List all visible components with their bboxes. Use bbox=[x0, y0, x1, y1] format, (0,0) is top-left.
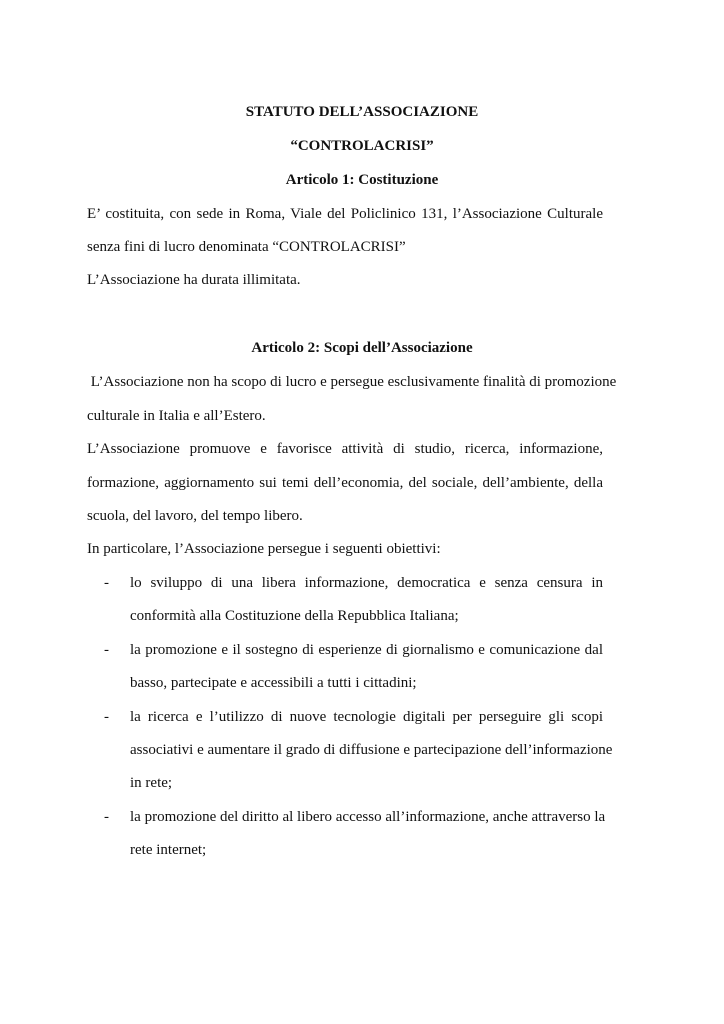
bullet-1-line-2: conformità alla Costituzione della Repubblica Italiana; bbox=[130, 608, 459, 624]
bullet-marker: - bbox=[104, 642, 109, 658]
document-title: STATUTO DELL’ASSOCIAZIONE bbox=[245, 104, 479, 120]
bullet-3-line-3: in rete; bbox=[130, 775, 173, 791]
bullet-3-line-1: la ricerca e l’utilizzo di nuove tecnologie digitali per perseguire gli scopi bbox=[130, 709, 603, 725]
document-subtitle: “CONTROLACRISI” bbox=[290, 138, 434, 154]
article-2-line-4: formazione, aggiornamento sui temi dell’economia, del sociale, dell’ambiente, della bbox=[87, 475, 603, 491]
article-2-line-2: culturale in Italia e all’Estero. bbox=[87, 408, 266, 424]
bullet-marker: - bbox=[104, 809, 109, 825]
article-2-heading: Articolo 2: Scopi dell’Associazione bbox=[251, 340, 473, 356]
article-1-line-3: L’Associazione ha durata illimitata. bbox=[87, 272, 301, 288]
bullet-4-line-2: rete internet; bbox=[130, 842, 207, 858]
article-2-line-6: In particolare, l’Associazione persegue i seguenti obiettivi: bbox=[87, 541, 441, 557]
bullet-2-line-1: la promozione e il sostegno di esperienze di giornalismo e comunicazione dal bbox=[130, 642, 603, 658]
bullet-3-line-2: associativi e aumentare il grado di diffusione e partecipazione dell’informazione bbox=[130, 742, 613, 758]
bullet-2-line-2: basso, partecipate e accessibili a tutti i cittadini; bbox=[130, 675, 417, 691]
article-2-line-1: L’Associazione non ha scopo di lucro e persegue esclusivamente finalità di promozione bbox=[87, 374, 617, 390]
article-1-line-2: senza fini di lucro denominata “CONTROLACRISI” bbox=[87, 239, 406, 255]
bullet-4-line-1: la promozione del diritto al libero accesso all’informazione, anche attraverso la bbox=[130, 809, 606, 825]
bullet-marker: - bbox=[104, 575, 109, 591]
article-1-line-1: E’ costituita, con sede in Roma, Viale del Policlinico 131, l’Associazione Culturale bbox=[87, 206, 603, 222]
article-2-line-3: L’Associazione promuove e favorisce attività di studio, ricerca, informazione, bbox=[87, 441, 603, 457]
bullet-1-line-1: lo sviluppo di una libera informazione, democratica e senza censura in bbox=[130, 575, 603, 591]
article-2-line-5: scuola, del lavoro, del tempo libero. bbox=[87, 508, 303, 524]
article-1-heading: Articolo 1: Costituzione bbox=[285, 172, 439, 188]
bullet-marker: - bbox=[104, 709, 109, 725]
